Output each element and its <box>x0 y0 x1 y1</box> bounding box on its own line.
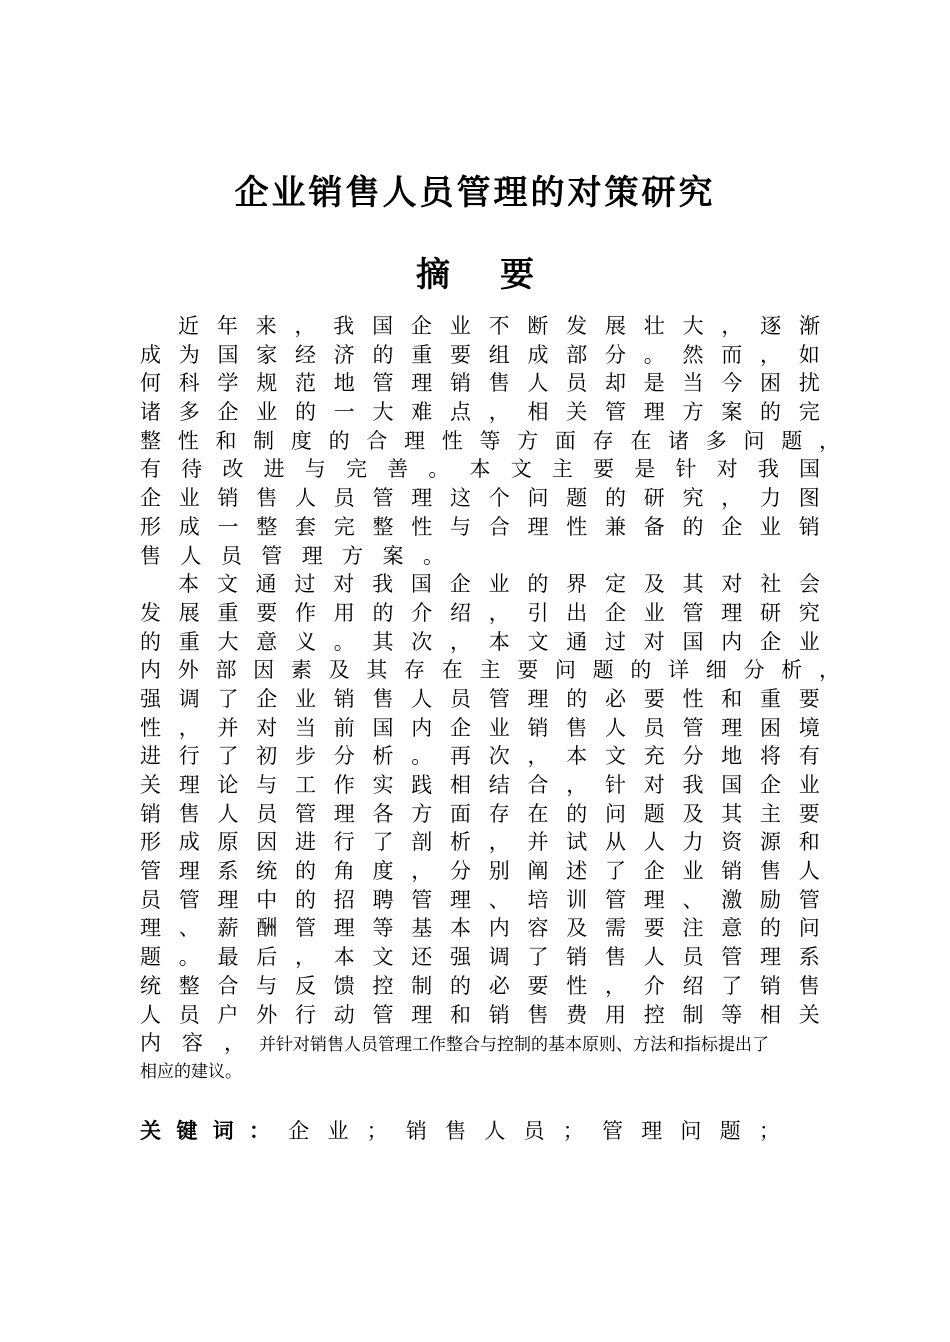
abstract-line: 题 。 最 后 ， 本 文 还 强 调 了 销 售 人 员 管 理 系 <box>140 945 820 970</box>
abstract-line: 性 ， 并 对 当 前 国 内 企 业 销 售 人 员 管 理 困 境 <box>140 715 820 740</box>
abstract-line: 本 文 通 过 对 我 国 企 业 的 界 定 及 其 对 社 会 <box>178 572 820 597</box>
abstract-line: 统 整 合 与 反 馈 控 制 的 必 要 性 ， 介 绍 了 销 售 <box>140 973 820 998</box>
abstract-line: 员 管 理 中 的 招 聘 管 理 、 培 训 管 理 、 激 励 管 <box>140 887 820 912</box>
abstract-line-lead: 内 容 ， <box>140 1031 245 1056</box>
keywords-label: 关 键 词 ： <box>140 1119 270 1143</box>
keyword-char: 问 <box>680 1119 702 1143</box>
abstract-line: 发 展 重 要 作 用 的 介 绍 ， 引 出 企 业 管 理 研 究 <box>140 600 820 625</box>
keyword-char: 理 <box>641 1119 663 1143</box>
abstract-line: 强 调 了 企 业 销 售 人 员 管 理 的 必 要 性 和 重 要 <box>140 686 820 711</box>
abstract-line <box>140 1029 840 1058</box>
abstract-body <box>140 312 840 1087</box>
abstract-line: 形 成 原 因 进 行 了 剖 析 ， 并 试 从 人 力 资 源 和 <box>140 830 820 855</box>
abstract-line: 理 、 薪 酬 管 理 等 基 本 内 容 及 需 要 注 意 的 问 <box>140 916 820 941</box>
keyword-char: 员 <box>523 1119 545 1143</box>
keyword-char: 题 <box>719 1119 741 1143</box>
keywords-line <box>140 1116 780 1146</box>
abstract-line: 何 科 学 规 范 地 管 理 销 售 人 员 却 是 当 今 困 扰 <box>140 371 820 396</box>
abstract-line: 整 性 和 制 度 的 合 理 性 等 方 面 存 在 诸 多 问 题 ， <box>140 428 840 453</box>
abstract-line: 管 理 系 统 的 角 度 ， 分 别 阐 述 了 企 业 销 售 人 <box>140 859 820 884</box>
abstract-line: 相应的建议。 <box>140 1061 242 1082</box>
abstract-line: 诸 多 企 业 的 一 大 难 点 ， 相 关 管 理 方 案 的 完 <box>140 400 820 425</box>
keyword-separator: ； <box>366 1119 388 1143</box>
abstract-line-rest: 并针对销售人员管理工作整合与控制的基本原则、方法和指标提出了 <box>259 1035 769 1056</box>
abstract-line: 近 年 来 ， 我 国 企 业 不 断 发 展 壮 大 ， 逐 渐 <box>178 314 820 338</box>
keyword-separator: ； <box>562 1119 584 1143</box>
abstract-line: 的 重 大 意 义 。 其 次 ， 本 文 通 过 对 国 内 企 业 <box>140 629 820 654</box>
abstract-line: 售 人 员 管 理 方 案 。 <box>140 543 444 568</box>
abstract-line: 进 行 了 初 步 分 析 。 再 次 ， 本 文 充 分 地 将 有 <box>140 744 820 769</box>
abstract-line: 形 成 一 整 套 完 整 性 与 合 理 性 兼 备 的 企 业 销 <box>140 514 820 539</box>
keyword-char: 企 <box>288 1119 310 1143</box>
keyword-char: 业 <box>327 1119 349 1143</box>
keyword-char: 销 <box>405 1119 427 1143</box>
paper-title: 企业销售人员管理的对策研究 <box>234 173 716 213</box>
abstract-line: 销 售 人 员 管 理 各 方 面 存 在 的 问 题 及 其 主 要 <box>140 801 820 826</box>
keyword-char: 管 <box>601 1119 623 1143</box>
abstract-line: 有 待 改 进 与 完 善 。 本 文 主 要 是 针 对 我 国 <box>140 457 820 482</box>
keyword-char: 售 <box>445 1119 467 1143</box>
abstract-line: 内 外 部 因 素 及 其 存 在 主 要 问 题 的 详 细 分 析 ， <box>140 658 840 683</box>
abstract-line: 成 为 国 家 经 济 的 重 要 组 成 部 分 。 然 而 ， 如 <box>140 342 820 367</box>
abstract-line: 关 理 论 与 工 作 实 践 相 结 合 ， 针 对 我 国 企 业 <box>140 773 820 797</box>
keyword-separator: ； <box>758 1119 780 1143</box>
abstract-heading: 摘要 <box>416 255 584 295</box>
keyword-char: 人 <box>484 1119 506 1143</box>
abstract-line: 人 员 户 外 行 动 管 理 和 销 售 费 用 控 制 等 相 关 <box>140 1002 820 1027</box>
abstract-line: 企 业 销 售 人 员 管 理 这 个 问 题 的 研 究 ， 力 图 <box>140 486 820 511</box>
